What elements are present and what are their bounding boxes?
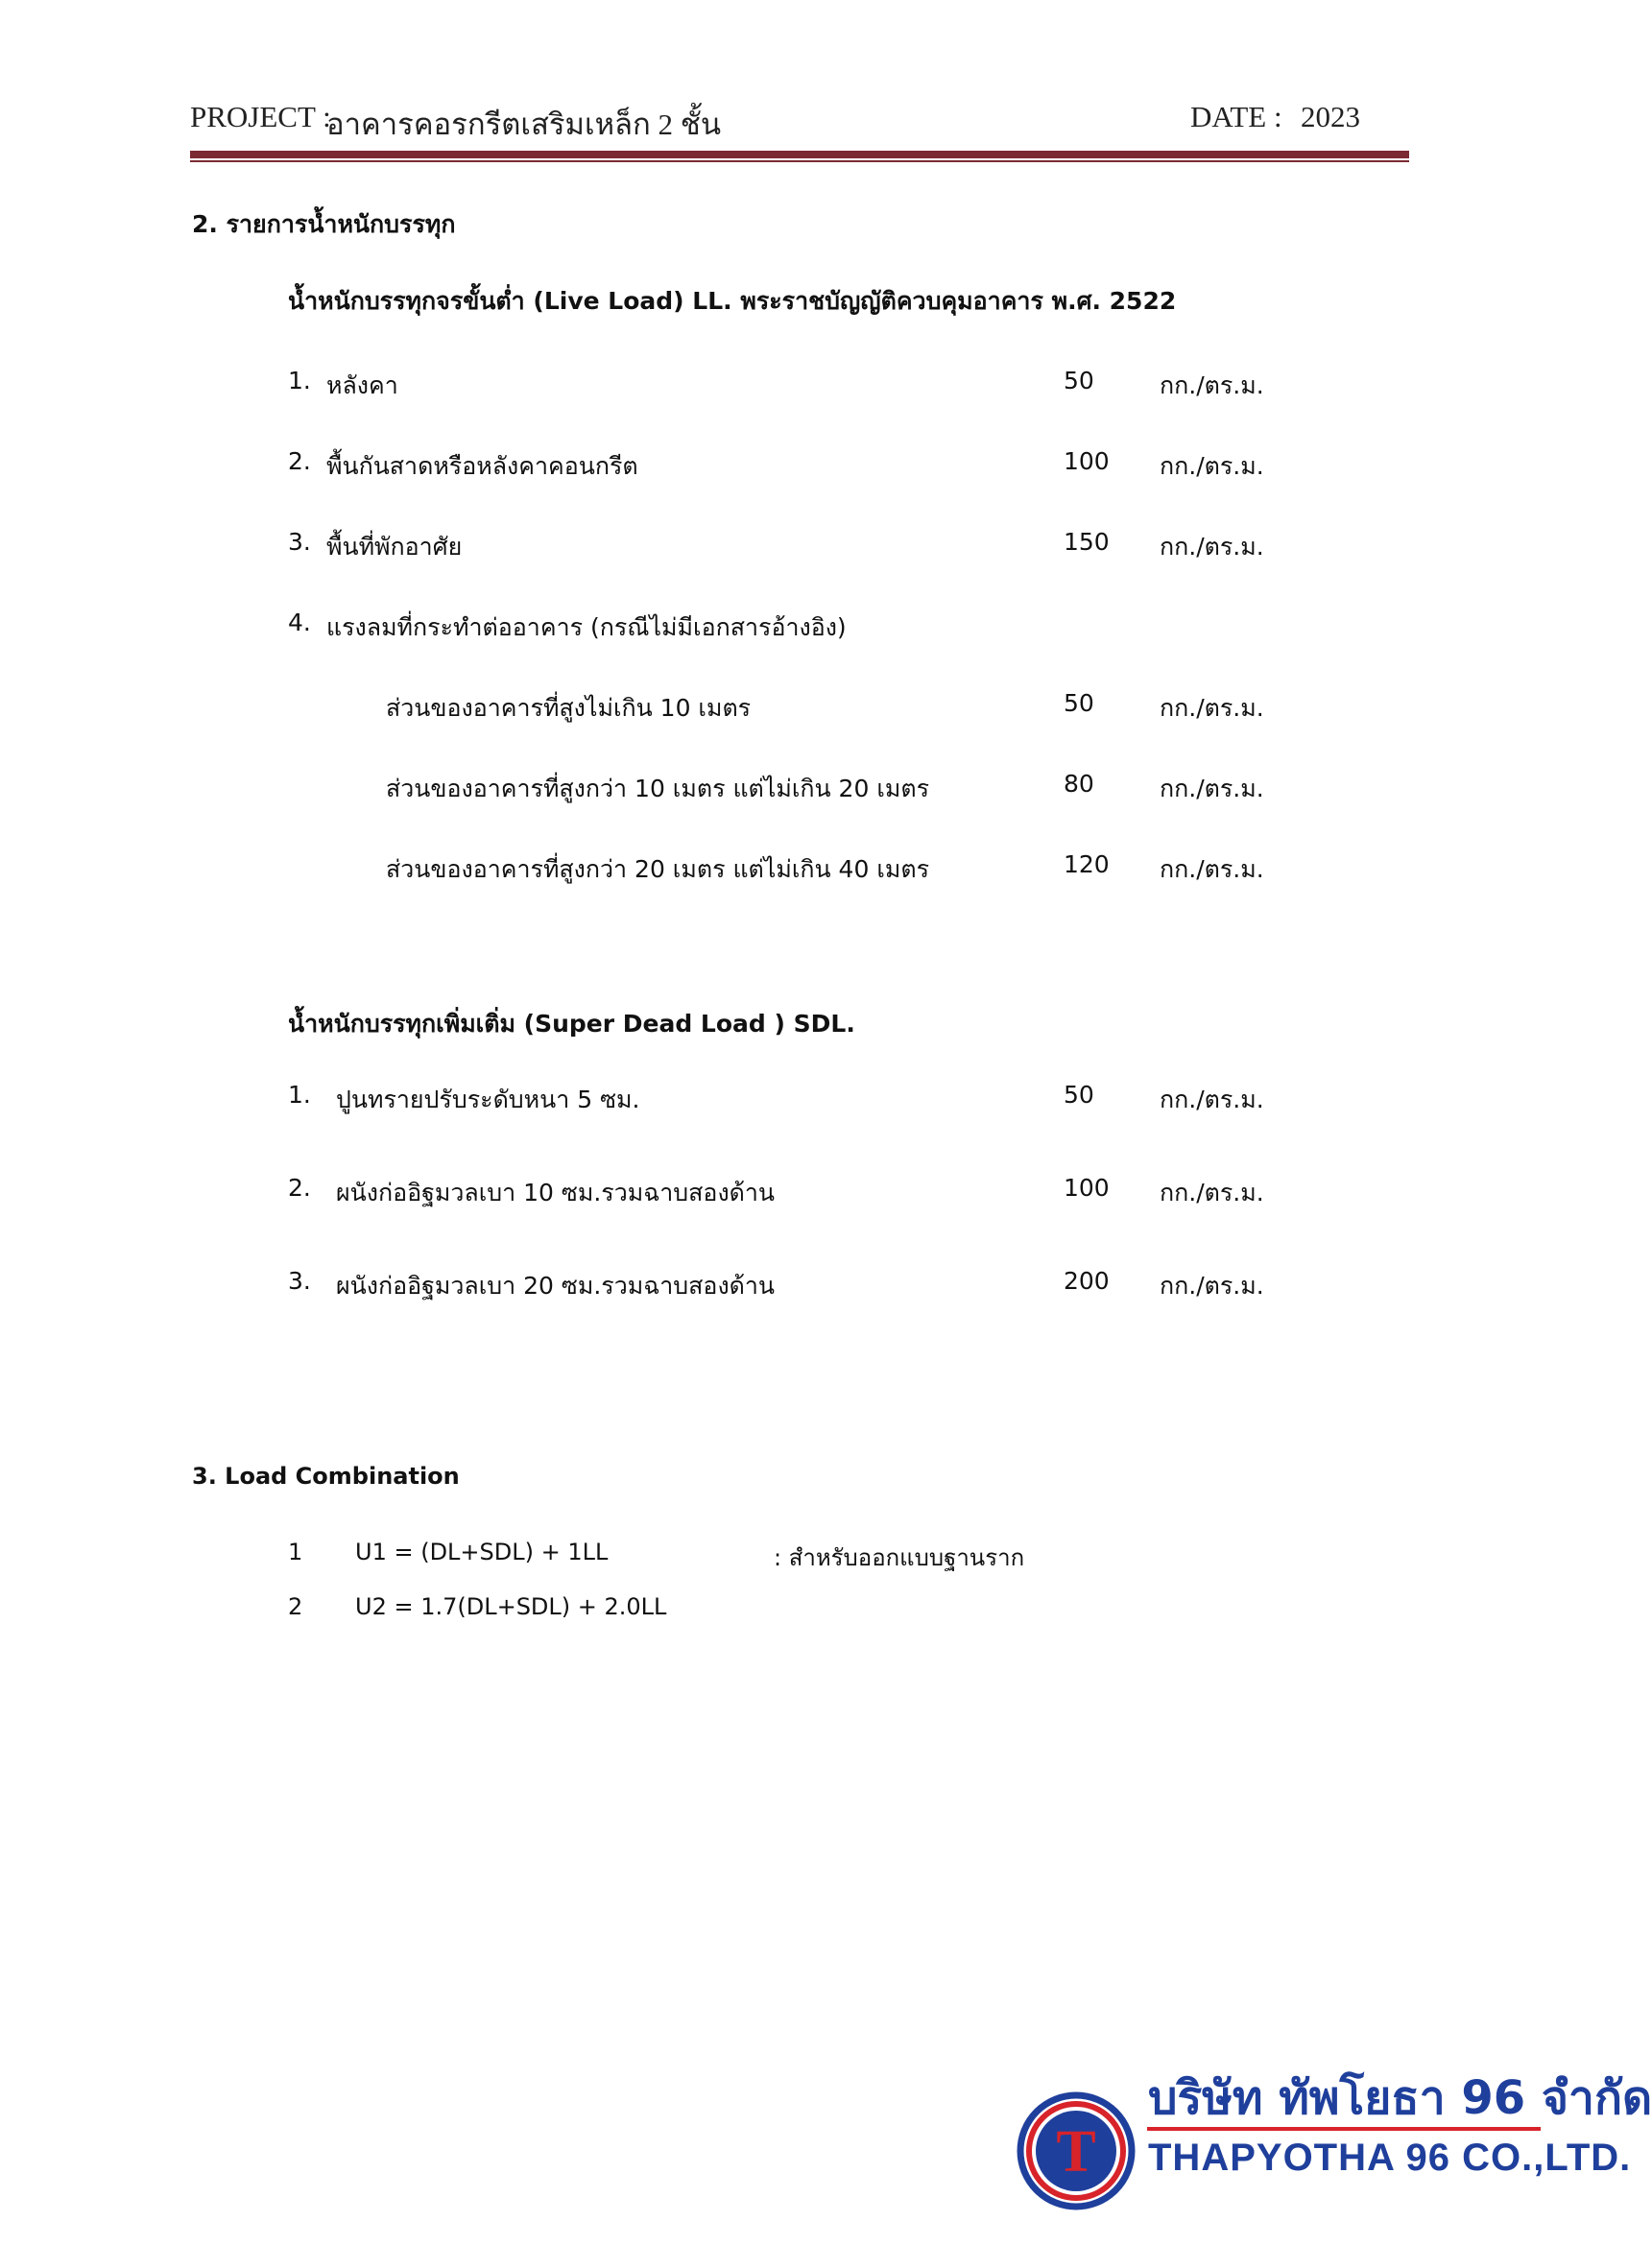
list-item-number: 2. — [288, 447, 311, 475]
wind-subitem-value: 80 — [1064, 770, 1094, 798]
list-item-value: 100 — [1064, 447, 1110, 475]
list-item-label: หลังคา — [326, 371, 398, 399]
section-3-title: 3. Load Combination — [192, 1463, 460, 1490]
list-item-value: 200 — [1064, 1267, 1110, 1295]
date-label: DATE : — [1190, 100, 1282, 133]
list-item-unit: กก./ตร.ม. — [1160, 371, 1264, 399]
combination-number: 2 — [288, 1593, 303, 1620]
combination-formula: U2 = 1.7(DL+SDL) + 2.0LL — [355, 1593, 667, 1620]
list-item-number: 1. — [288, 1081, 311, 1109]
header-rule-thick — [190, 151, 1409, 158]
list-item-unit: กก./ตร.ม. — [1160, 533, 1264, 561]
list-item-value: 50 — [1064, 367, 1094, 394]
list-item-value: 150 — [1064, 528, 1110, 556]
list-item-unit: กก./ตร.ม. — [1160, 1272, 1264, 1300]
wind-subitem-label: ส่วนของอาคารที่สูงกว่า 10 เมตร แต่ไม่เกิน 20 เมตร — [386, 775, 930, 802]
list-item-label: พื้นกันสาดหรือหลังคาคอนกรีต — [326, 452, 638, 480]
wind-subitem-label: ส่วนของอาคารที่สูงกว่า 20 เมตร แต่ไม่เกิน 40 เมตร — [386, 855, 930, 883]
list-item-value: 100 — [1064, 1174, 1110, 1202]
section-2-title: 2. รายการน้ำหนักบรรทุก — [192, 210, 456, 238]
company-name-thai: บริษัท ทัพโยธา 96 จำกัด — [1148, 2071, 1652, 2125]
header-rule-thin — [190, 160, 1409, 162]
date-value: 2023 — [1301, 100, 1360, 133]
logo-divider — [1147, 2127, 1541, 2131]
list-item-number: 3. — [288, 1267, 311, 1295]
wind-subitem-unit: กก./ตร.ม. — [1160, 694, 1264, 722]
wind-subitem-unit: กก./ตร.ม. — [1160, 775, 1264, 802]
list-item-value: 50 — [1064, 1081, 1094, 1109]
combination-note: : สำหรับออกแบบฐานราก — [774, 1544, 1025, 1571]
list-item-label: ผนังก่ออิฐมวลเบา 10 ซม.รวมฉาบสองด้าน — [336, 1179, 776, 1206]
list-item-label: ปูนทรายปรับระดับหนา 5 ซม. — [336, 1086, 640, 1113]
super-dead-load-heading: น้ำหนักบรรทุกเพิ่มเติ่ม (Super Dead Load ) SDL. — [288, 1010, 855, 1038]
wind-subitem-label: ส่วนของอาคารที่สูงไม่เกิน 10 เมตร — [386, 694, 752, 722]
wind-subitem-value: 120 — [1064, 850, 1110, 878]
list-item-number: 3. — [288, 528, 311, 556]
combination-number: 1 — [288, 1539, 303, 1565]
list-item-unit: กก./ตร.ม. — [1160, 1086, 1264, 1113]
project-label: PROJECT : — [190, 100, 331, 133]
list-item-label: แรงลมที่กระทำต่ออาคาร (กรณีไม่มีเอกสารอ้างอิง) — [326, 613, 847, 641]
list-item-unit: กก./ตร.ม. — [1160, 1179, 1264, 1206]
company-name-english: THAPYOTHA 96 CO.,LTD. — [1148, 2137, 1632, 2179]
list-item-number: 2. — [288, 1174, 311, 1202]
live-load-heading: น้ำหนักบรรทุกจรขั้นต่ำ (Live Load) LL. พระราชบัญญัติควบคุมอาคาร พ.ศ. 2522 — [288, 287, 1177, 315]
list-item-number: 4. — [288, 609, 311, 636]
project-name: อาคารคอรกรีตเสริมเหล็ก 2 ชั้น — [326, 107, 722, 141]
wind-subitem-value: 50 — [1064, 689, 1094, 717]
combination-formula: U1 = (DL+SDL) + 1LL — [355, 1539, 609, 1565]
list-item-label: พื้นที่พักอาศัย — [326, 533, 463, 561]
wind-subitem-unit: กก./ตร.ม. — [1160, 855, 1264, 883]
logo-letter: T — [1056, 2119, 1096, 2185]
company-emblem-icon — [1016, 2090, 1137, 2211]
list-item-label: ผนังก่ออิฐมวลเบา 20 ซม.รวมฉาบสองด้าน — [336, 1272, 776, 1300]
list-item-unit: กก./ตร.ม. — [1160, 452, 1264, 480]
list-item-number: 1. — [288, 367, 311, 394]
